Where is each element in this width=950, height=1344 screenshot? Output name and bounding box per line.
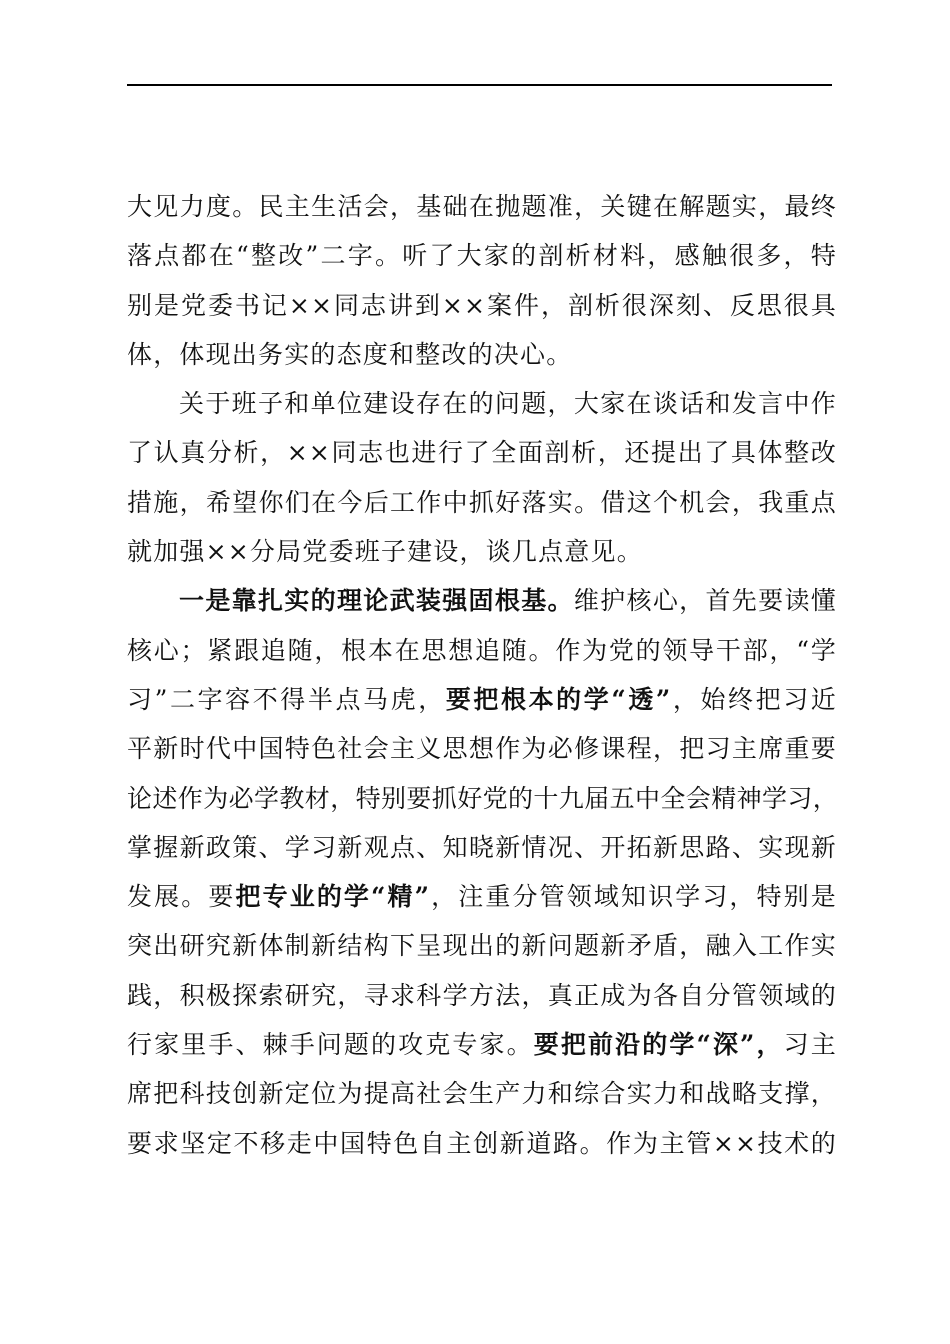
text-run: 落点都在“整改”二字。听了大家的剖析材料，感触很多，特 [127,241,837,271]
text-line [127,576,837,625]
text-line [127,182,837,231]
text-run: 措施，希望你们在今后工作中抓好落实。借这个机会，我重点 [127,487,837,517]
text-run: 习主 [783,1030,837,1060]
text-line [127,724,837,773]
text-line [127,330,837,379]
text-line [127,1069,837,1118]
text-line [127,231,837,280]
paragraph-2 [127,379,837,576]
bold-run: 把专业的学“精” [235,882,431,912]
text-line [127,823,837,872]
text-run: 发展。要 [127,882,236,912]
text-run: ，始终把习近 [671,684,838,714]
text-line [127,626,837,675]
text-run: ，注重分管领域知识学习，特别是 [430,882,837,912]
text-run: 了认真分析，××同志也进行了全面剖析，还提出了具体整改 [127,438,837,468]
text-run: 掌握新政策、学习新观点、知晓新情况、开拓新思路、实现新 [127,832,837,862]
text-line [127,872,837,921]
text-run: 席把科技创新定位为提高社会生产力和综合实力和战略支撑， [127,1079,837,1109]
header-rule [127,84,832,86]
text-run: 论述作为必学教材，特别要抓好党的十九届五中全会精神学习， [127,783,839,813]
text-line [127,527,837,576]
text-line [127,971,837,1020]
text-line [127,428,837,477]
bold-run: 要把根本的学“透” [445,684,672,714]
text-run: 别是党委书记××同志讲到××案件，剖析很深刻、反思很具 [127,290,837,320]
text-line [127,379,837,428]
bold-run: 要把前沿的学“深”， [533,1030,784,1060]
text-line [127,1020,837,1069]
text-run: 大见力度。民主生活会，基础在抛题准，关键在解题实，最终 [127,192,837,221]
text-run: 关于班子和单位建设存在的问题，大家在谈话和发言中作 [179,389,837,419]
text-run: 体，体现出务实的态度和整改的决心。 [127,339,573,369]
text-line [127,281,837,330]
text-line [127,921,837,970]
text-line [127,478,837,527]
text-line [127,1119,837,1168]
text-run: 践，积极探索研究，寻求科学方法，真正成为各自分管领域的 [127,980,837,1010]
text-run: 维护核心，首先要读懂 [573,586,837,616]
text-run: 核心；紧跟追随，根本在思想追随。作为党的领导干部，“学 [127,635,837,665]
text-run: 就加强××分局党委班子建设，谈几点意见。 [127,537,643,567]
text-run: 突出研究新体制新结构下呈现出的新问题新矛盾，融入工作实 [127,931,837,961]
text-run: 习”二字容不得半点马虎， [127,684,446,714]
bold-heading-run: 一是靠扎实的理论武装强固根基。 [179,586,574,616]
document-body [127,182,837,1168]
text-run: 行家里手、棘手问题的攻克专家。 [127,1030,534,1060]
text-run: 平新时代中国特色社会主义思想作为必修课程，把习主席重要 [127,734,837,764]
paragraph-1 [127,182,837,379]
paragraph-3 [127,576,837,1168]
text-line [127,675,837,724]
text-run: 要求坚定不移走中国特色自主创新道路。作为主管××技术的 [127,1128,837,1158]
text-line [127,774,837,823]
